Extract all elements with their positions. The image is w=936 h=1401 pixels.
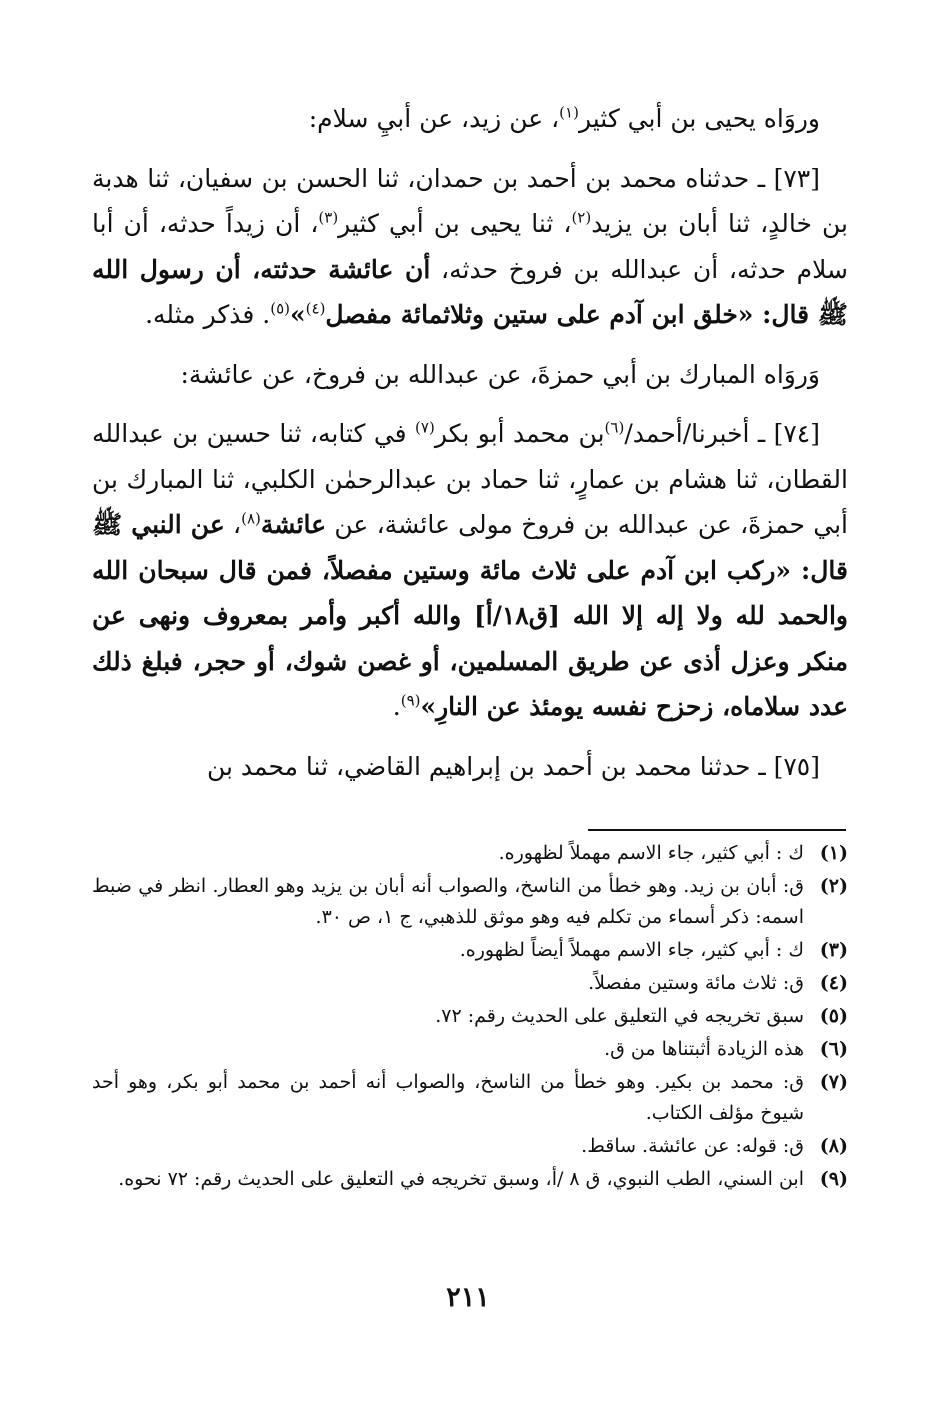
hadith-75 bbox=[92, 744, 848, 790]
text-run: . bbox=[392, 692, 401, 721]
footnote-text: ق: قوله: عن عائشة. ساقط. bbox=[581, 1135, 804, 1157]
footnote-ref[interactable]: (١) bbox=[559, 103, 579, 122]
footnote bbox=[92, 1131, 848, 1162]
footnote-number: (١) bbox=[819, 842, 848, 864]
text-run: ، ثنا يحيى بن أبي كثير bbox=[338, 209, 572, 238]
footnote-number: (٨) bbox=[819, 1135, 848, 1157]
footnote bbox=[92, 871, 848, 933]
paragraph-narration-2 bbox=[92, 352, 848, 398]
footnote-ref[interactable]: (٦) bbox=[604, 418, 625, 437]
footnote-ref[interactable]: (٧) bbox=[415, 418, 435, 437]
footnote bbox=[92, 935, 848, 966]
text-run: » bbox=[420, 692, 437, 721]
footnote-number: (٢) bbox=[819, 875, 848, 897]
footnotes bbox=[92, 838, 848, 1197]
footnote bbox=[92, 838, 848, 869]
hadith-74 bbox=[92, 411, 848, 730]
text-run: في كتابه، ثنا حسين بن عبدالله القطان، ثنا هشام بن عمارٍ، ثنا حماد بن عبدالرحمٰن الكلبي، ثنا المبارك بن أبي حمزةَ، عن عبدالله بن فروخ مولى عائشة، عن bbox=[92, 419, 848, 539]
text-run: » bbox=[290, 300, 306, 329]
footnote-text: ق: أبان بن زيد. وهو خطأ من الناسخ، والصواب أنه أبان بن يزيد وهو العطار. انظر في ضبط اسمه: ذكر أسماء من تكلم فيه وهو موثق للذهبي، ج ١، ص ٣٠. bbox=[92, 875, 804, 928]
text-run: ، عن زيد، عن أبيِ سلام: bbox=[308, 104, 560, 133]
footnote-number: (٩) bbox=[819, 1168, 848, 1190]
footnote-text: ك : أبي كثير، جاء الاسم مهملاً أيضاً لظهوره. bbox=[459, 939, 804, 961]
main-text bbox=[92, 96, 848, 789]
footnote-ref[interactable]: (٥) bbox=[270, 299, 291, 318]
footnote bbox=[92, 968, 848, 999]
footnote-ref[interactable]: (٤) bbox=[305, 299, 326, 318]
footnote-number: (٥) bbox=[819, 1005, 848, 1027]
footnote-number: (٧) bbox=[819, 1071, 848, 1093]
text-run: وروَاه يحيى بن أبي كثير bbox=[578, 104, 820, 133]
text-run: ، bbox=[224, 510, 242, 539]
footnote-ref[interactable]: (٨) bbox=[241, 509, 261, 528]
footnote-text: سبق تخريجه في التعليق على الحديث رقم: ٧٢. bbox=[435, 1005, 804, 1027]
text-run: [٧٣] ـ حدثناه محمد بن أحمد بن حمدان، ثنا الحسن بن سفيان، ثنا هدبة بن خالدٍ، ثنا أبان بن يزيد bbox=[92, 163, 848, 238]
footnote-number: (٣) bbox=[819, 939, 848, 961]
footnote-ref[interactable]: (٩) bbox=[400, 691, 421, 710]
footnote bbox=[92, 1034, 848, 1065]
footnote-text: ابن السني، الطب النبوي، ق ٨ /أ، وسبق تخريجه في التعليق على الحديث رقم: ٧٢ نحوه. bbox=[118, 1168, 804, 1190]
page-number: ٢١١ bbox=[446, 1282, 490, 1313]
text-run: بن محمد أبو بكر bbox=[434, 419, 605, 448]
footnote bbox=[92, 1001, 848, 1032]
footnote-text: ق: ثلاث مائة وستين مفصلاً. bbox=[588, 972, 804, 994]
text-run: وَروَاه المبارك بن أبي حمزةَ، عن عبدالله بن فروخ، عن عائشة: bbox=[180, 359, 820, 389]
footnote-text: ق: محمد بن بكير. وهو خطأ من الناسخ، والصواب أنه أحمد بن محمد أبو بكر، وهو أحد شيوخ مؤلف الكتاب. bbox=[92, 1071, 804, 1124]
footnote-divider bbox=[588, 829, 846, 831]
footnote bbox=[92, 1067, 848, 1129]
text-run: ، أن زيداً حدثه، أن أبا سلام حدثه، أن عبدالله بن فروخ حدثه، bbox=[92, 209, 849, 284]
footnote-number: (٦) bbox=[819, 1038, 848, 1060]
footnote-text: هذه الزيادة أثبتناها من ق. bbox=[604, 1038, 804, 1060]
text-run: [٧٥] ـ حدثنا محمد بن أحمد بن إبراهيم القاضي، ثنا محمد بن bbox=[206, 751, 820, 781]
footnote-ref[interactable]: (٢) bbox=[571, 208, 592, 227]
footnote-number: (٤) bbox=[819, 972, 848, 994]
hadith-73 bbox=[92, 156, 848, 338]
text-run: [٧٤] ـ أخبرنا/أحمد/ bbox=[624, 419, 820, 448]
hadith-matn: أن عائشة حدثته، أن رسول الله ﷺ قال: «خلق ابن آدم على ستين وثلاثمائة مفصل bbox=[92, 254, 848, 329]
text-run: عائشة bbox=[260, 510, 327, 539]
paragraph-narration-1 bbox=[92, 96, 848, 142]
footnote-ref[interactable]: (٣) bbox=[318, 208, 339, 227]
footnote bbox=[92, 1164, 848, 1195]
text-run: . فذكر مثله. bbox=[145, 300, 271, 329]
footnote-text: ك : أبي كثير، جاء الاسم مهملاً لظهوره. bbox=[498, 842, 804, 864]
hadith-matn: عن النبي ﷺ قال: «ركب ابن آدم على ثلاث مائة وستين مفصلاً، فمن قال سبحان الله والحمد لله ولا إله إلا الله [ق١٨/أ] والله أكبر وأمر بمعروف ونهى عن منكر وعزل أذى عن طريق المسلمين، أو غصن شوك، أو حجر، فبلغ ذلك عدد سلاماه، زحزح نفسه يومئذ عن النارِ bbox=[92, 510, 848, 721]
